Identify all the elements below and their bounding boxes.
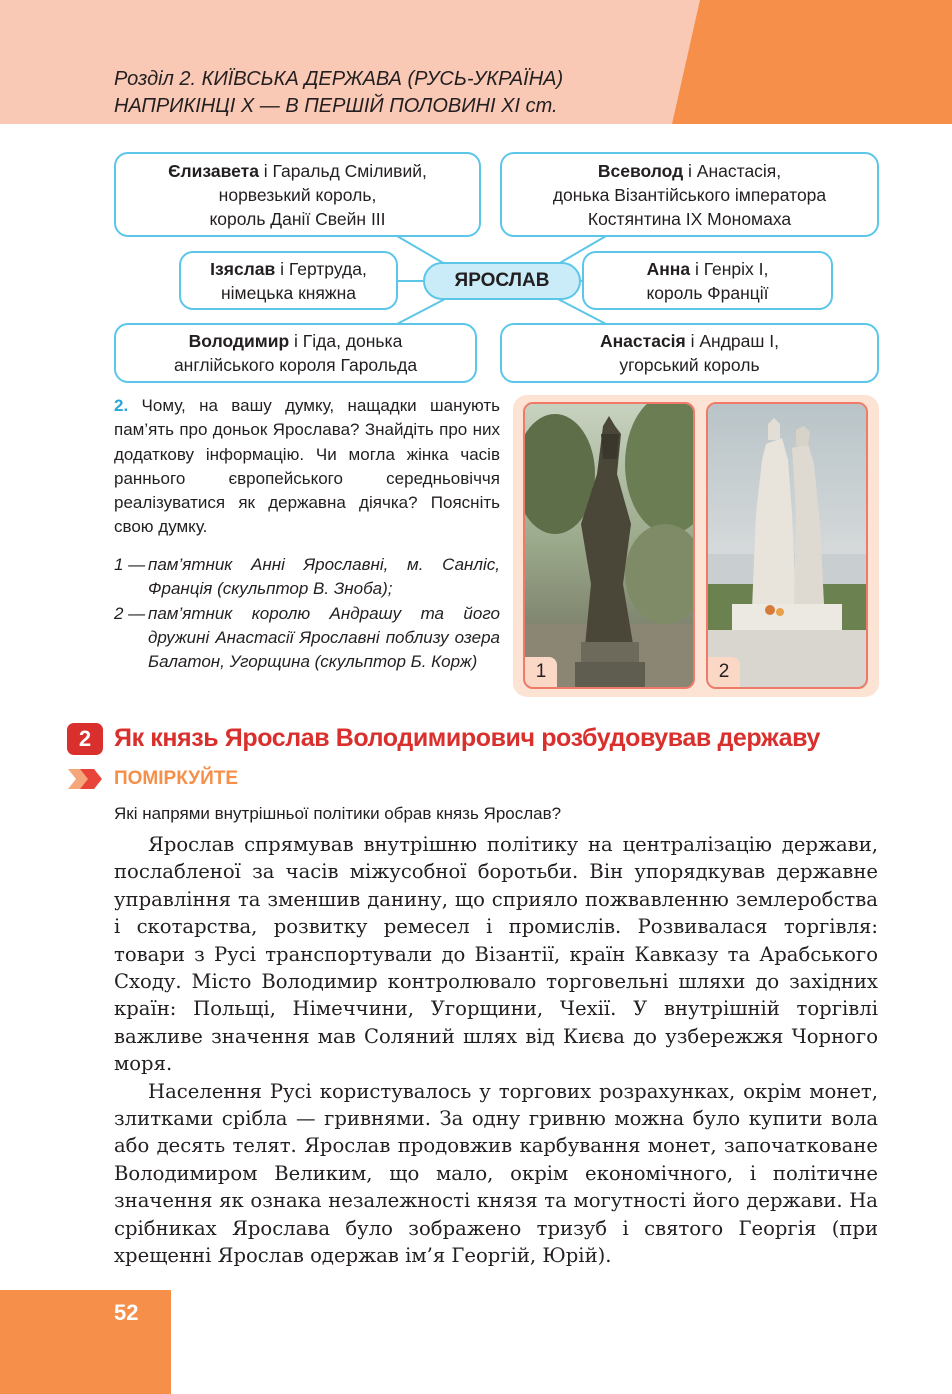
diagram-box-yelyzaveta bbox=[114, 152, 481, 237]
photo-anna-monument bbox=[523, 402, 695, 689]
question-2 bbox=[114, 394, 500, 540]
diagram-name-iziaslav: Ізяслав bbox=[210, 258, 276, 279]
diagram-name-vsevolod: Всеволод bbox=[597, 160, 684, 181]
diagram-name-anna: Анна bbox=[646, 258, 691, 279]
photo-number-2: 2 bbox=[708, 657, 740, 687]
chapter-title-line-1: Розділ 2. КИЇВСЬКА ДЕРЖАВА (РУСЬ-УКРАЇНА) bbox=[114, 68, 564, 90]
think-question: Які напрями внутрішньої політики обрав князь Ярослав? bbox=[114, 804, 562, 823]
diagram-text: і Гертруда, bbox=[275, 258, 367, 279]
diagram-text: Костянтина ІХ Мономаха bbox=[587, 208, 792, 229]
diagram-text: і Генріх І, bbox=[690, 258, 769, 279]
photo-captions bbox=[114, 553, 500, 674]
diagram-name-yelyzaveta: Єлизавета bbox=[168, 160, 259, 181]
diagram-text: норвезький король, bbox=[218, 184, 377, 205]
photo-number-1: 1 bbox=[525, 657, 557, 687]
diagram-text: і Гаральд Сміливий, bbox=[258, 160, 427, 181]
family-diagram bbox=[0, 0, 952, 400]
diagram-text: і Гіда, донька bbox=[289, 331, 403, 351]
diagram-text: король Данії Свейн ІІІ bbox=[209, 208, 386, 229]
paragraph: Населення Русі користувалось у торгових розрахунках, окрім монет, злитками срібла — гривнями. За одну гривню можна було купити вола або десять телят. Ярослав продовжив карбування монет, започатковане Володимиром Великим, що мало, окрім економічного, і політичне значення як ознака незалежності князя та могутності його держави. На срібниках Ярослава було зображено тризуб і святого Георгія (при хрещенні Ярослав одержав ім’я Георгій, Юрій). bbox=[114, 1079, 878, 1268]
photo-panel bbox=[513, 395, 879, 697]
diagram-box-volodymyr bbox=[114, 323, 477, 383]
diagram-text: угорський король bbox=[619, 355, 760, 375]
diagram-text: донька Візантійського імператора bbox=[552, 184, 827, 205]
diagram-center-yaroslav: ЯРОСЛАВ bbox=[423, 262, 581, 300]
anna-statue-image bbox=[525, 404, 693, 687]
diagram-name-anastasiia: Анастасія bbox=[599, 331, 686, 351]
page-number-box bbox=[0, 1290, 171, 1394]
caption-text: пам’ятник Анні Ярославні, м. Санліс, Франція (скульптор В. Зноба); bbox=[148, 555, 500, 599]
caption-text: пам’ятник королю Андрашу та його дружині Анастасії Ярославні поблизу озера Балатон, Угорщина (скульптор Б. Корж) bbox=[148, 603, 500, 672]
diagram-box-anastasiia bbox=[500, 323, 879, 383]
diagram-name-volodymyr: Володимир bbox=[188, 331, 290, 351]
question-text: Чому, на вашу думку, нащадки шанують пам’ять про доньок Ярослава? Знайдіть про них додаткову інформацію. Чи могла жінка часів раннього європейського середньовіччя реалізуватися як державна діячка? Поясніть свою думку. bbox=[114, 396, 500, 537]
paragraph: Ярослав спрямував внутрішню політику на централізацію держави, послабленої за часів міжусобної боротьби. Він упорядкував державне управління та зменшив данину, що сприяло пожвавленню землеробства і скотарства, розвитку ремесел і промислів. Розвивалася торгівля: товари з Русі транспортували до Візантії, країн Кавказу та Арабського Сходу. Місто Володимир контролювало торговельні шляхи до західних країн: Польщі, Німеччини, Угорщини, Чехії. У внутрішній торгівлі важливе значення мав Соляний шлях від Києва до узбережжя Чорного моря. bbox=[114, 833, 878, 1076]
diagram-text: англійського короля Гарольда bbox=[173, 355, 418, 375]
question-number: 2. bbox=[114, 396, 129, 415]
caption-number: 2 — bbox=[114, 603, 146, 623]
diagram-box-vsevolod bbox=[500, 152, 879, 237]
chevron-right-icon bbox=[66, 767, 106, 791]
diagram-box-anna bbox=[582, 251, 833, 310]
diagram-text: німецька княжна bbox=[221, 282, 356, 303]
photo-andrash-anastasiia-monument bbox=[706, 402, 868, 689]
section-number-badge: 2 bbox=[67, 723, 103, 755]
page-number: 52 bbox=[114, 1300, 139, 1325]
think-label: ПОМІРКУЙТЕ bbox=[114, 768, 239, 789]
chapter-title-line-2: НАПРИКІНЦІ Х — В ПЕРШІЙ ПОЛОВИНІ ХІ ст. bbox=[114, 95, 558, 117]
diagram-text: король Франції bbox=[646, 282, 769, 303]
body-text bbox=[114, 831, 878, 1270]
diagram-text: і Андраш І, bbox=[685, 331, 780, 351]
andrash-statue-image bbox=[708, 404, 866, 687]
caption-1 bbox=[114, 553, 500, 602]
section-title: Як князь Ярослав Володимирович розбудовував державу bbox=[114, 724, 820, 752]
caption-2 bbox=[114, 602, 500, 675]
caption-number: 1 — bbox=[114, 555, 146, 574]
diagram-text: і Анастасія, bbox=[683, 160, 782, 181]
diagram-box-iziaslav bbox=[179, 251, 398, 310]
